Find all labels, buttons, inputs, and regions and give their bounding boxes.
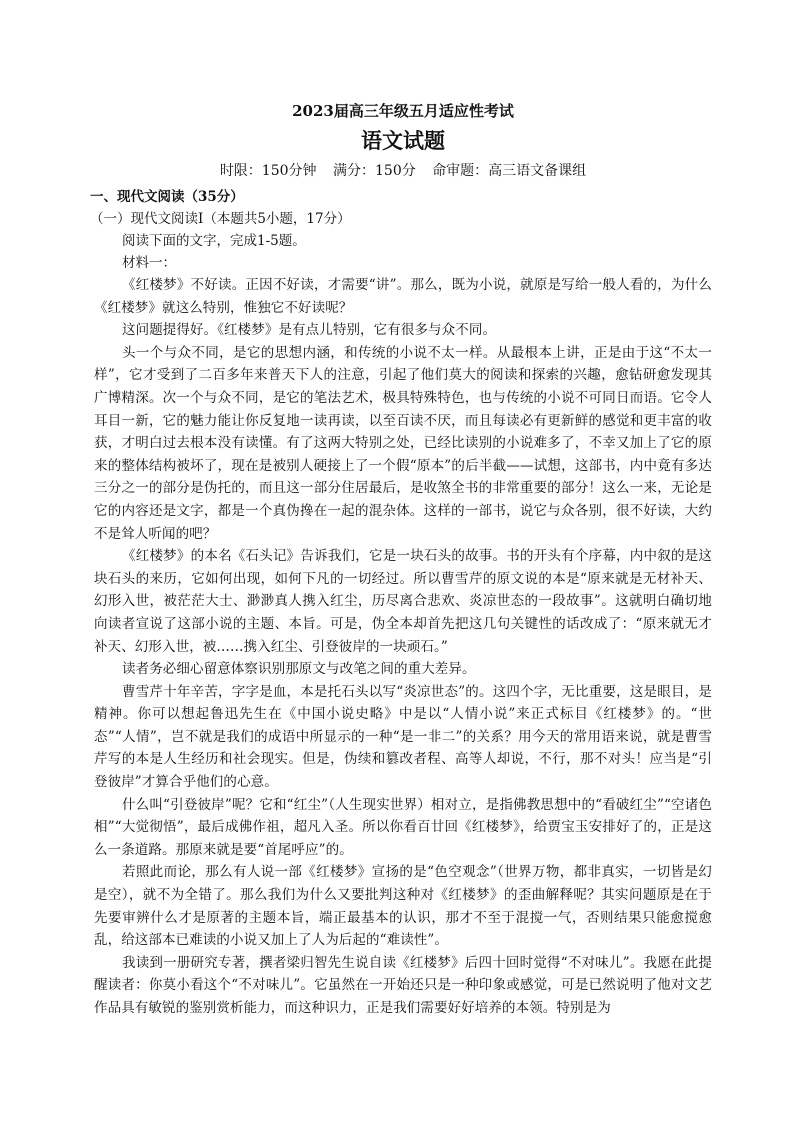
paragraph: 《红楼梦》不好读。正因不好读，才需要“讲”。那么，既为小说，就原是写给一般人看的，为什么《红楼梦》就这么特别，惟独它不好读呢？ — [94, 277, 712, 316]
subject-title: 语文试题 — [361, 128, 445, 153]
paragraph: 若照此而论，那么有人说一部《红楼梦》宣扬的是“色空观念”（世界万物，都非真实，一切皆是幻是空），就不为全错了。那么我们为什么又要批判这种对《红楼梦》的歪曲解释呢？其实问题原是在于先要审辨什么才是原著的主题本旨，端正最基本的认识，那才不至于混搅一气，否则结果只能愈搅愈乱，给这部本已难读的小说又加上了人为后起的“难读性”。 — [94, 864, 712, 949]
paragraph: 这问题提得好。《红楼梦》是有点儿特别，它有很多与众不同。 — [122, 322, 497, 339]
exam-meta — [94, 160, 712, 182]
paragraph: 《红楼梦》的本名《石头记》告诉我们，它是一块石头的故事。书的开头有个序幕，内中叙的是这块石头的来历，它如何出现，如何下凡的一切经过。所以曹雪芹的原文说的本是“原来就是无材补天、幻形入世，被茫茫大士、渺渺真人携入红尘，历尽离合悲欢、炎凉世态的一段故事”。这就明白确切地向读者宣说了这部小说的主题、本旨。可是，伪全本却首先把这几句关键性的话改成了：“原来就无才补天、幻形入世，被……携入红尘、引登彼岸的一块顽石。” — [94, 548, 712, 655]
paragraph: 读者务必细心留意体察识别那原文与改笔之间的重大差异。 — [122, 661, 476, 678]
section-subheading: （一）现代文阅读Ⅰ（本题共5小题，17分） — [90, 211, 351, 227]
exam-title: 2023届高三年级五月适应性考试 — [292, 102, 514, 120]
section-heading: 一、现代文阅读（35分） — [90, 189, 244, 205]
time-limit: 时限：150分钟 — [219, 163, 317, 179]
reading-instruction: 阅读下面的文字，完成1-5题。 — [122, 233, 306, 249]
article-body — [94, 274, 712, 1020]
full-score: 满分：150分 — [333, 163, 416, 179]
paragraph: 什么叫“引登彼岸”呢？它和“红尘”（人生现实世界）相对立，是指佛教思想中的“看破红尘”“空诸色相”“大觉彻悟”，最后成佛作祖，超凡入圣。所以你看百廿回《红楼梦》，给贾宝玉安排好了的，正是这么一条道路。那原来就是要“首尾呼应”的。 — [94, 796, 712, 858]
paragraph: 曹雪芹十年辛苦，字字是血，本是托石头以写“炎凉世态”的。这四个字，无比重要，这是眼目，是精神。你可以想起鲁迅先生在《中国小说史略》中是以“人情小说”来正式标目《红楼梦》的。“世态”“人情”，岂不就是我们的成语中所显示的一种“是一非二”的关系？用今天的常用语来说，就是曹雪芹写的本是人生经历和社会现实。但是，伪续和篡改者程、高等人却说，不行，那不对头！应当是“引登彼岸”才算合乎他们的心意。 — [94, 683, 712, 791]
paragraph: 我读到一册研究专著，撰者梁归智先生说自读《红楼梦》后四十回时觉得“不对味儿”。我愿在此提醒读者：你莫小看这个“不对味儿”。它虽然在一开始还只是一种印象或感觉，可是已然说明了他对文艺作品具有敏锐的鉴别赏析能力，而这种识力，正是我们需要好好培养的本领。特别是为 — [94, 954, 712, 1016]
setter: 命审题：高三语文备课组 — [432, 163, 587, 179]
material-label: 材料一： — [122, 255, 176, 271]
paragraph: 头一个与众不同，是它的思想内涵，和传统的小说不太一样。从最根本上讲，正是由于这“不太一样”，它才受到了二百多年来普天下人的注意，引起了他们莫大的阅读和探索的兴趣，愈钻研愈发现其广博精深。次一个与众不同，是它的笔法艺术，极具特殊特色，也与传统的小说不可同日而语。它令人耳目一新，它的魅力能让你反复地一读再读，以至百读不厌，而且每读必有更新鲜的感觉和更丰富的收获，才明白过去根本没有读懂。有了这两大特别之处，已经比读别的小说难多了，不幸又加上了它的原来的整体结构被坏了，现在是被别人硬接上了一个假“原本”的后半截——试想，这部书，内中竟有多达三分之一的部分是伪托的，而且这一部分住居最后，是收煞全书的非常重要的部分！这么一来，无论是它的内容还是文字，都是一个真伪搀在一起的混杂体。这样的一部书，说它与众各别，很不好读，大约不是耸人听闻的吧？ — [94, 344, 712, 542]
